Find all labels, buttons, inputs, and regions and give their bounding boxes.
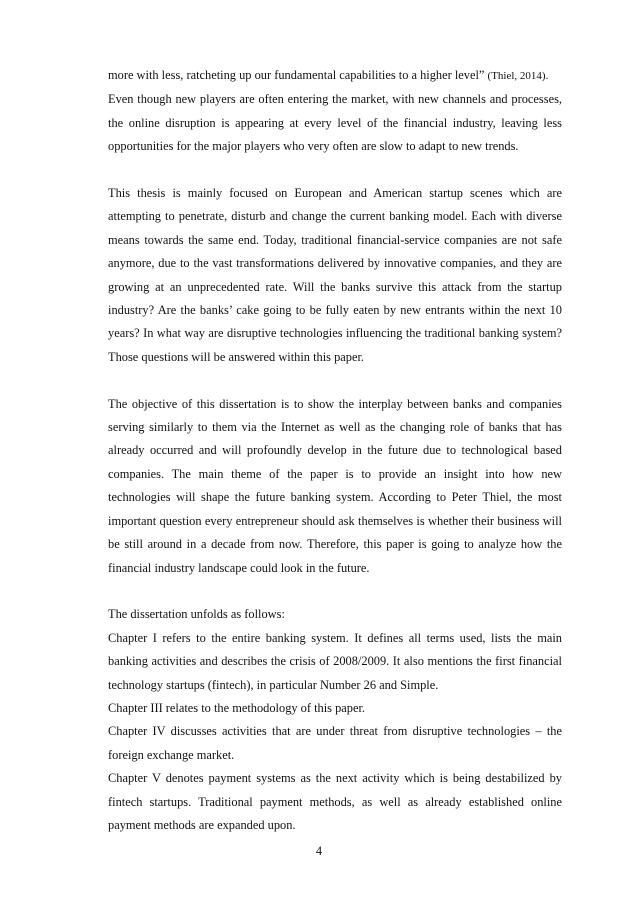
outline-chapter-4: Chapter IV discusses activities that are under threat from disruptive technologies – the foreign exchange market. (108, 724, 562, 762)
outline-chapter-5: Chapter V denotes payment systems as the next activity which is being destabilized by fintech startups. Traditional payment methods, as well as already established online payment methods are expanded upon. (108, 771, 562, 832)
outline-intro: The dissertation unfolds as follows: (108, 607, 285, 622)
paragraph-3: The objective of this dissertation is to show the interplay between banks and companies serving similarly to them via the Internet as well as the changing role of banks that has already occurred and will profoundly develop in the future due to technological based companies. The main theme of the paper is to provide an insight into how new technologies will shape the future banking system. According to Peter Thiel, the most important question every entrepreneur should ask themselves is whether their business will be still around in a decade from now. Therefore, this paper is going to analyze how the financial industry landscape could look in the future. (108, 396, 562, 575)
paragraph-1: Even though new players are often entering the market, with new channels and processes, the online disruption is appearing at every level of the financial industry, leaving less opportunities for the major players who very often are slow to adapt to new trends. (108, 92, 562, 154)
quote-citation: (Thiel, 2014). (487, 70, 549, 82)
outline-chapter-1: Chapter I refers to the entire banking system. It defines all terms used, lists the main banking activities and describes the crisis of 2008/2009. It also mentions the first financial technology startups (fintech), in particular Number 26 and Simple. (108, 630, 562, 692)
opening-quote-line (108, 64, 562, 88)
paragraph-2: This thesis is mainly focused on European and American startup scenes which are attempting to penetrate, disturb and change the current banking model. Each with diverse means towards the same end. Today, traditional financial-service companies are not safe anymore, due to the vast transformations delivered by innovative companies, and they are growing at an unprecedented rate. Will the banks survive this attack from the startup industry? Are the banks’ cake going to be fully eaten by new entrants within the next 10 years? In what way are disruptive technologies influencing the traditional banking system? Those questions will be answered within this paper. (108, 186, 562, 364)
quote-text: more with less, ratcheting up our fundamental capabilities to a higher level” (108, 68, 485, 82)
page-number: 4 (315, 844, 323, 858)
outline-chapter-3: Chapter III relates to the methodology of this paper. (108, 700, 366, 715)
body-text (108, 64, 562, 837)
